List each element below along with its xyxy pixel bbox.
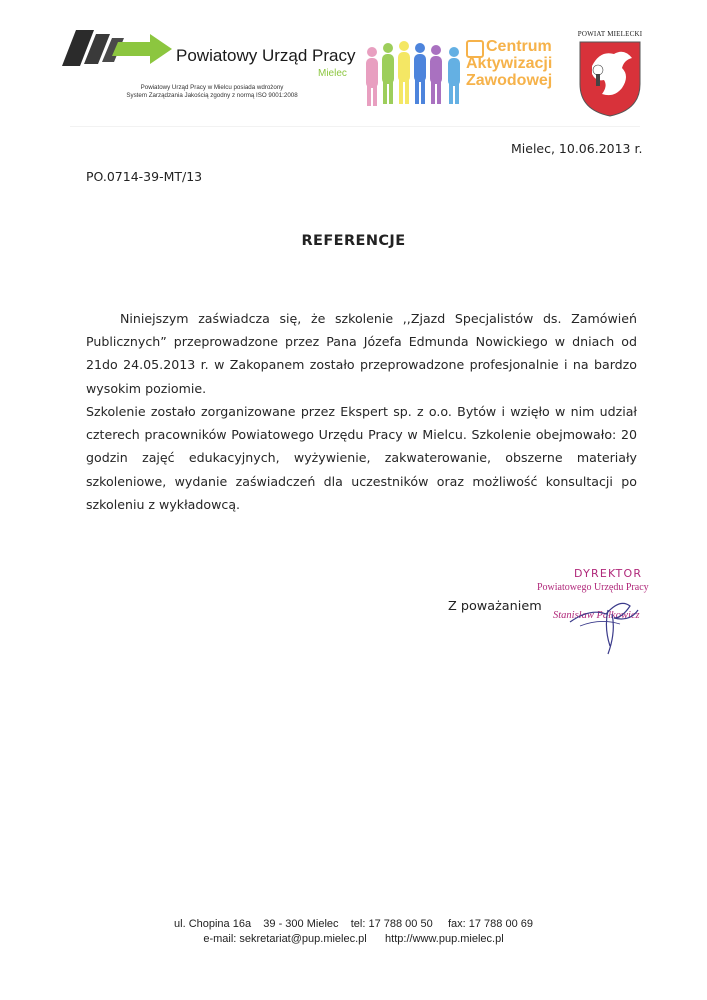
caz-line: Zawodowej [466,72,553,89]
crest-label: POWIAT MIELECKI [577,30,643,38]
organization-name: Powiatowy Urząd Pracy [176,46,356,65]
county-crest-icon [578,40,642,118]
footer-contact: e-mail: sekretariat@pup.mielec.pl http://www.pup.mielec.pl [203,933,504,945]
quality-note [92,84,332,100]
footer-address: ul. Chopina 16a 39 - 300 Mielec tel: 17 788 00 50 fax: 17 788 00 69 [174,918,533,930]
letter-title: REFERENCJE [301,233,406,249]
letter-paragraph-1: Niniejszym zaświadcza się, że szkolenie ,,Zjazd Specjalistów ds. Zamówień Publicznych” przeprowadzone przez Pana Józefa Edmunda Nowickiego w dniach od 21do 24.05.2013 r. w Zakopanem zostało przeprowadzone profesjonalnie i na bardzo wysokim poziomie. [86,311,637,396]
letter-paragraph-2: Szkolenie zostało zorganizowane przez Ekspert sp. z o.o. Bytów i wzięło w nim udział czterech pracowników Powiatowego Urzędu Pracy w Mielcu. Szkolenie obejmowało: 20 godzin zajęć edukacyjnych, wyżywienie, zakwaterowanie, obszerne materiały szkoleniowe, wydanie zaświadczeń dla uczestników oraz możliwość konsultacji po szkoleniu z wykładowcą. [86,404,637,512]
caz-logo-text [466,38,552,89]
stamp-office: Powiatowego Urzędu Pracy [537,582,649,593]
caz-line: Aktywizacji [466,55,553,72]
quality-note-line: System Zarządzania Jakością zgodny z normą ISO 9001:2008 [126,92,298,99]
caz-line: Centrum [486,38,552,55]
stamp-title: DYREKTOR [574,567,643,580]
letter-date: Mielec, 10.06.2013 r. [511,141,643,156]
closing-phrase: Z poważaniem [448,599,542,614]
pup-logo-icon [62,28,174,68]
people-silhouettes-icon [362,40,468,108]
stamp-name: Stanisław Pałkowicz [553,610,640,621]
signature-icon [560,588,650,658]
reference-number: PO.0714-39-MT/13 [86,169,203,184]
header-divider [70,126,640,127]
organization-city: Mielec [318,68,347,79]
quality-note-line: Powiatowy Urząd Pracy w Mielcu posiada wdrożony [140,84,284,91]
